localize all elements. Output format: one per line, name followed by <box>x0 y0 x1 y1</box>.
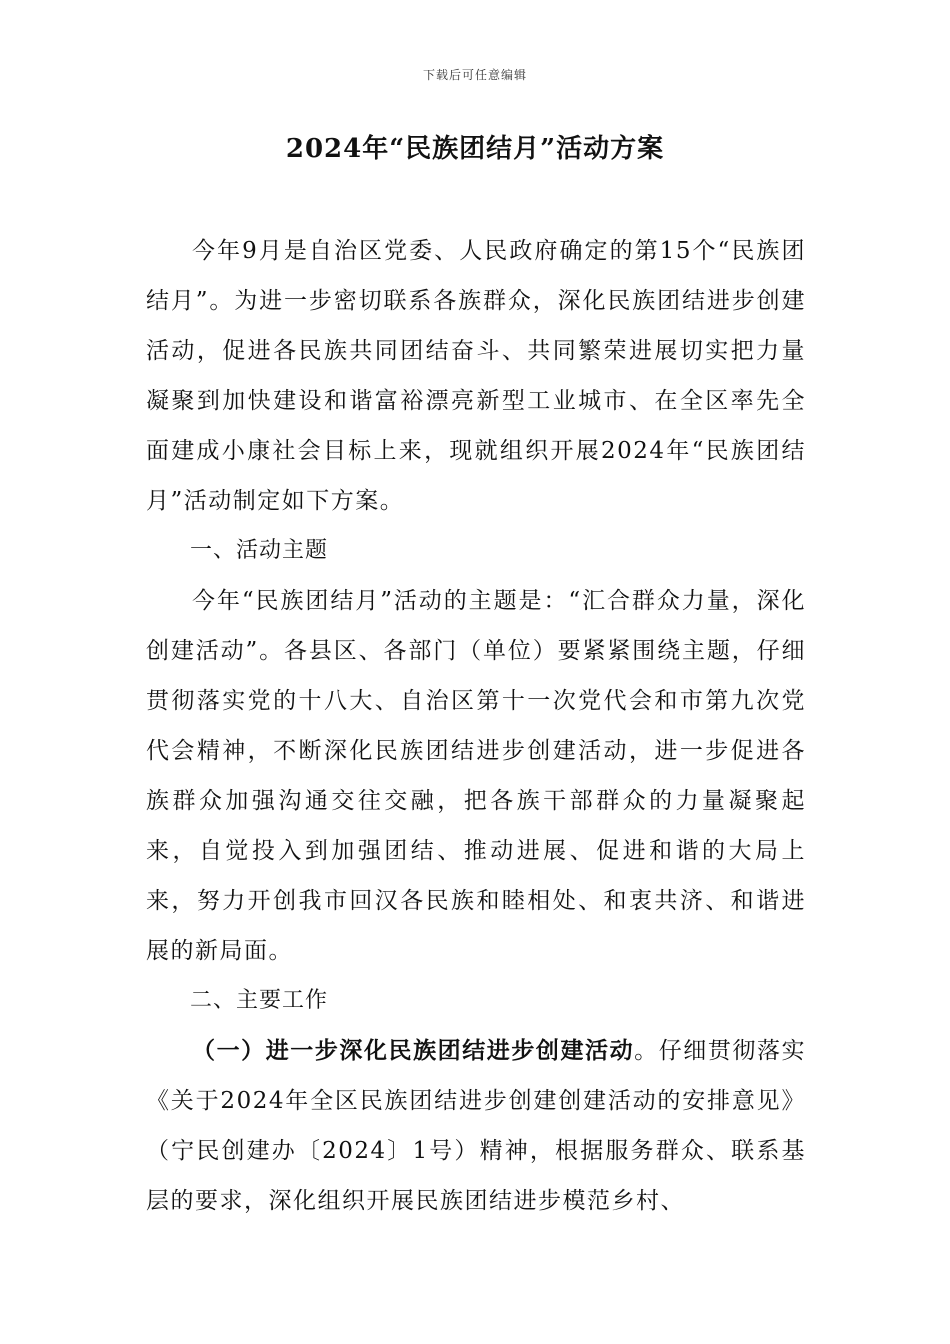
intro-paragraph: 今年9月是自治区党委、人民政府确定的第15个“民族团结月”。为进一步密切联系各族群众，深化民族团结进步创建活动，促进各民族共同团结奋斗、共同繁荣进展切实把力量凝聚到加快建设和谐富裕漂亮新型工业城市、在全区率先全面建成小康社会目标上来，现就组织开展2024年“民族团结月”活动制定如下方案。 <box>146 238 806 514</box>
work-item-1-body: 。仔细贯彻落实《关于2024年全区民族团结进步创建创建活动的安排意见》（宁民创建办〔2024〕1号）精神，根据服务群众、联系基层的要求，深化组织开展民族团结进步模范乡村、 <box>146 1038 806 1214</box>
work-item-1-lead: （一）进一步深化民族团结进步创建活动 <box>192 1037 635 1064</box>
theme-paragraph: 今年“民族团结月”活动的主题是：“汇合群众力量，深化创建活动”。各县区、各部门（单位）要紧紧围绕主题，仔细贯彻落实党的十八大、自治区第十一次党代会和市第九次党代会精神，不断深化民族团结进步创建活动，进一步促进各族群众加强沟通交往交融，把各族干部群众的力量凝聚起来，自觉投入到加强团结、推动进展、促进和谐的大局上来，努力开创我市回汉各民族和睦相处、和衷共济、和谐进展的新局面。 <box>146 588 806 964</box>
section-heading-theme: 一、活动主题 <box>190 538 329 563</box>
header-note: 下载后可任意编辑 <box>422 68 527 82</box>
section-heading-main-work: 二、主要工作 <box>190 988 329 1013</box>
work-item-1-paragraph <box>146 1026 806 1226</box>
document-title: 2024年“民族团结月”活动方案 <box>285 134 665 164</box>
document-body <box>146 226 806 1226</box>
